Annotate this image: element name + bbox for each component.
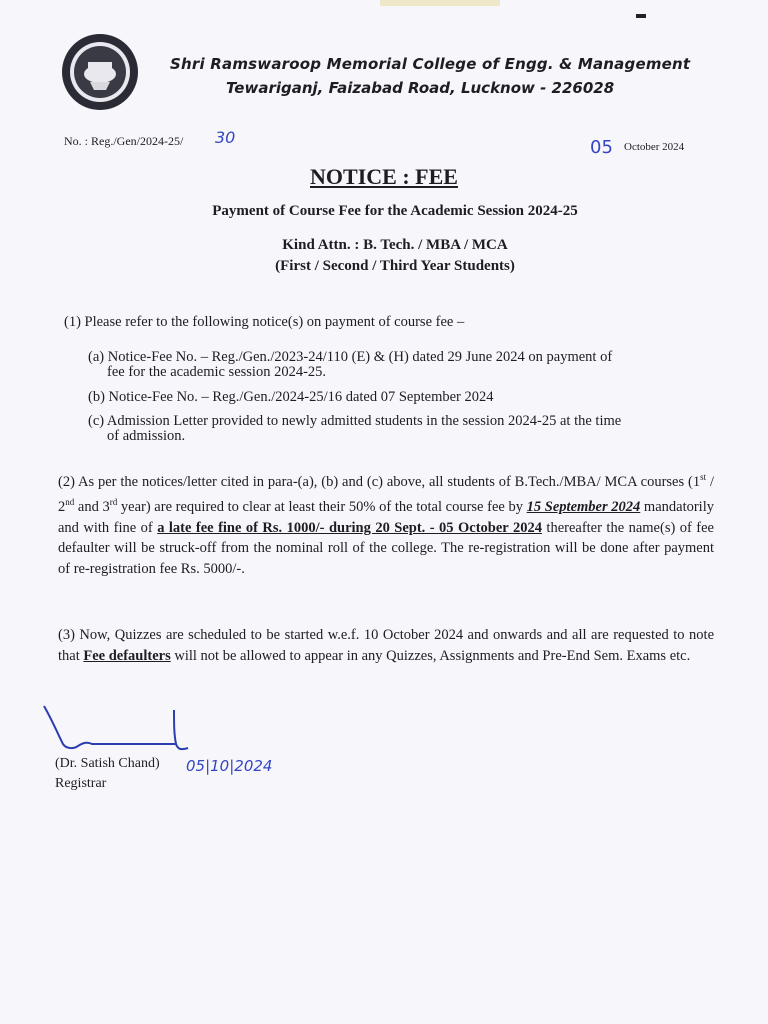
ordinal-suffix: nd (65, 497, 75, 508)
institution-name: Shri Ramswaroop Memorial College of Engg. & Management (170, 55, 691, 73)
para-2-text: / 2 (58, 473, 714, 516)
notice-subtitle: Payment of Course Fee for the Academic Session 2024-25 (212, 203, 578, 219)
college-seal-icon (60, 32, 140, 112)
para-1-intro: (1) Please refer to the following notice(s) on payment of course fee – (64, 314, 465, 330)
kind-attention: Kind Attn. : B. Tech. / MBA / MCA (282, 237, 508, 253)
ordinal-suffix: rd (109, 497, 118, 508)
institution-address: Tewariganj, Faizabad Road, Lucknow - 226028 (226, 79, 615, 97)
para-3-text: will not be allowed to appear in any Quizzes, Assignments and Pre-End Sem. Exams etc. (170, 647, 691, 664)
para-2-text: (2) As per the notices/letter cited in para-(a), (b) and (c) above, all students of B.Tech./MBA/ MCA courses (1 (58, 473, 701, 490)
para-1-item-c (88, 414, 724, 444)
notice-date: October 2024 (624, 141, 685, 153)
registrar-signature (38, 700, 198, 760)
para-3-text: (3) Now, Quizzes are scheduled to be started w.e.f. 10 October 2024 and onwards and all are requested to note that (58, 627, 714, 664)
para-2-text: mandatorily and with fine of (58, 499, 714, 536)
item-a-line1: (a) Notice-Fee No. – Reg./Gen./2023-24/110 (E) & (H) dated 29 June 2024 on payment of (88, 349, 613, 365)
paper-smudge (380, 0, 500, 6)
handwritten-reference: 30 (215, 128, 236, 147)
handwritten-date-day: 05 (590, 137, 613, 158)
para-2-text: thereafter the name(s) of fee defaulter will be struck-off from the nominal roll of the college. The re-registration will be done after payment of re-registration fee Rs. 5000/-. (58, 519, 714, 577)
para-2 (58, 467, 714, 579)
para-2-text: year) are required to clear at least their 50% of the total course fee by (117, 499, 527, 516)
ordinal-suffix: st (700, 472, 707, 482)
late-fee-clause: a late fee fine of Rs. 1000/- during 20 Sept. - 05 October 2024 (157, 519, 542, 536)
signer-name: (Dr. Satish Chand) (55, 756, 160, 771)
para-1-item-a (88, 350, 724, 380)
ink-mark (636, 14, 646, 18)
para-3 (58, 625, 714, 666)
reference-number: No. : Reg./Gen/2024-25/ (64, 134, 184, 148)
signer-designation: Registrar (55, 776, 107, 791)
item-c-line1: (c) Admission Letter provided to newly admitted students in the session 2024-25 at the time (88, 413, 622, 429)
notice-title-text: NOTICE : FEE (310, 164, 458, 189)
item-b-line1: (b) Notice-Fee No. – Reg./Gen./2024-25/16 dated 07 September 2024 (88, 389, 494, 405)
handwritten-signature-date: 05|10|2024 (186, 757, 273, 775)
fee-deadline: 15 September 2024 (526, 499, 641, 516)
item-a-line2: fee for the academic session 2024-25. (107, 364, 327, 380)
item-c-line2: of admission. (107, 428, 186, 444)
notice-title (0, 164, 768, 190)
fee-defaulters: Fee defaulters (83, 647, 171, 664)
para-1-item-b (88, 390, 724, 405)
para-2-text: and 3 (74, 499, 110, 516)
target-years: (First / Second / Third Year Students) (275, 258, 515, 274)
